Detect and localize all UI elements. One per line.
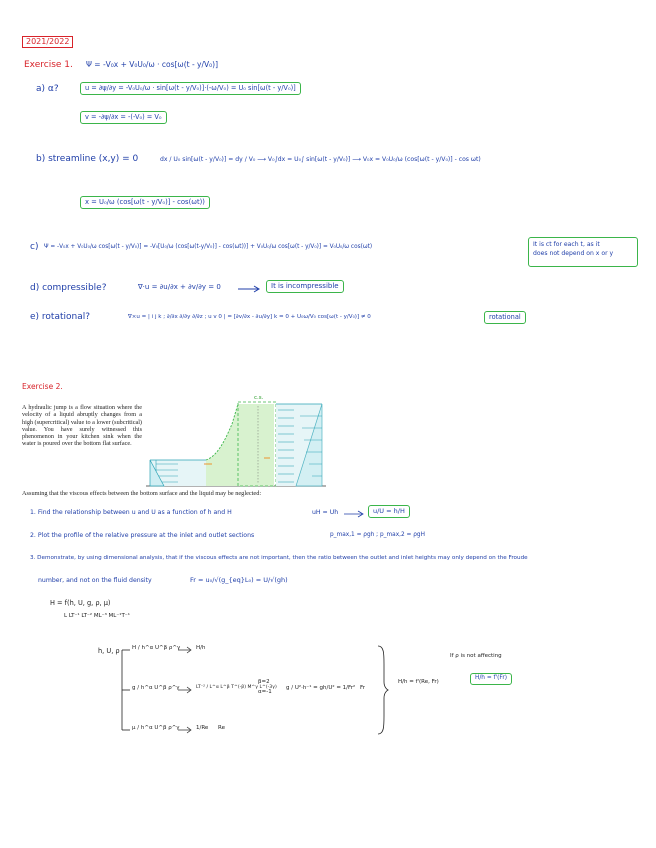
streamline-result: x = U₀/ω (cos[ω(t - y/V₀)] - cos(ωt)) xyxy=(80,196,210,209)
hydraulic-jump-figure xyxy=(146,395,326,490)
group-brace xyxy=(376,644,390,736)
question-1-work: uH = Uh xyxy=(312,509,339,516)
part-c-note-line1: It is ct for each t, as it xyxy=(533,241,600,248)
pi-2-froude: Fr xyxy=(360,685,366,691)
part-c-note-line2: does not depend on x or y xyxy=(533,250,614,257)
control-surface-label: c.s. xyxy=(254,395,264,401)
pi-3-expression: μ / h^α U^β ρ^γ xyxy=(132,725,180,731)
assumption-text: Assuming that the viscous effects between the bottom surface and the liquid may be neglected: xyxy=(22,490,262,497)
part-a-u-equation: u = ∂ψ/∂y = -V₀U₀/ω · sin[ω(t - y/V₀)]·(-ω/V₀) = U₀ sin[ω(t - y/V₀)] xyxy=(80,82,301,95)
part-a-v-equation: v = -∂ψ/∂x = -(-V₀) = V₀ xyxy=(80,111,167,124)
question-3-line2: number, and not on the fluid density xyxy=(38,577,152,584)
part-e-equation: ∇×u = | i j k ; ∂/∂x ∂/∂y ∂/∂z ; u v 0 | = [∂v/∂x - ∂u/∂y] k = 0 + U₀ω/V₀ cos[ω(t - y/V₀)] ≠ 0 xyxy=(128,314,371,320)
part-c-label: c) xyxy=(30,242,39,252)
pi-2-alpha: α=-1 xyxy=(258,689,272,695)
part-c-note-box xyxy=(528,237,638,267)
year-tag: 2021/2022 xyxy=(22,36,73,48)
question-1-answer: u/U = h/H xyxy=(368,505,410,518)
part-e-result: rotational xyxy=(484,311,526,324)
dimension-function: H = f(h, U, g, ρ, μ) xyxy=(50,599,111,607)
repeating-variables: h, U, ρ xyxy=(98,647,120,655)
pi-groups-bracket xyxy=(116,644,132,734)
part-d-label: d) compressible? xyxy=(30,283,107,293)
pi-2-expression: g / h^α U^β ρ^γ xyxy=(132,685,180,691)
pi-2-beta: β=2 xyxy=(258,679,270,685)
stream-function: Ψ = -V₀x + V₀U₀/ω · cos[ω(t - y/V₀)] xyxy=(86,60,219,69)
part-d-arrow-icon xyxy=(238,286,262,292)
part-d-result: It is incompressible xyxy=(266,280,344,293)
pi-1-result: H/h xyxy=(196,645,206,651)
exercise-1-title: Exercise 1. xyxy=(24,60,73,70)
dimension-units: L LT⁻¹ LT⁻² ML⁻³ ML⁻¹T⁻¹ xyxy=(64,613,130,619)
pi-3-result: 1/Re xyxy=(196,725,209,731)
part-c-equation: Ψ = -V₀x + V₀U₀/ω cos[ω(t - y/V₀)] = -V₀[U₀/ω (cos[ω(t-y/V₀)] - cos(ωt))] + V₀U₀/ω cos[ω(t - y/V₀)] = V₀U₀/ω cos(ωt) xyxy=(44,244,373,250)
part-b-equation: dx / U₀ sin[ω(t - y/V₀)] = dy / V₀ ⟶ V₀∫dx = U₀∫ sin[ω(t - y/V₀)] ⟶ V₀x = V₀U₀/ω (cos[ω(t - y/V₀)] - cos ωt) xyxy=(160,156,481,163)
exercise-2-title: Exercise 2. xyxy=(22,382,63,391)
pi-2-result: g / U²·h⁻¹ = gh/U² = 1/Fr² xyxy=(286,685,356,691)
pi-3-arrow-icon xyxy=(178,727,194,733)
pi-1-arrow-icon xyxy=(178,647,194,653)
final-note: If ρ is not affecting xyxy=(450,653,502,659)
question-3-line1: 3. Demonstrate, by using dimensional analysis, that if the viscous effects are not important, then the ratio between the outlet and inlet heights may only depend on the Froude xyxy=(30,555,528,561)
pi-2-dimensions: LT⁻² / L^α L^β T^(-β) M^γ L^(-3γ) xyxy=(196,685,277,690)
question-2: 2. Plot the profile of the relative pressure at the inlet and outlet sections xyxy=(30,532,255,539)
froude-definition: Fr = u₀/√(g_{eq}L₀) = U/√(gh) xyxy=(190,576,288,584)
question-1: 1. Find the relationship between u and U as a function of h and H xyxy=(30,509,232,516)
pi-1-expression: H / h^α U^β ρ^γ xyxy=(132,645,181,651)
final-answer: H/h = f'(Fr) xyxy=(470,673,512,685)
part-d-equation: ∇·u = ∂u/∂x + ∂v/∂y = 0 xyxy=(138,283,221,291)
pi-3-reynolds: Re xyxy=(218,725,225,731)
part-a-label: a) α? xyxy=(36,84,59,94)
final-general-relation: H/h = f'(Re, Fr) xyxy=(398,679,439,685)
exercise-2-paragraph: A hydraulic jump is a flow situation where the velocity of a liquid abruptly changes from a high (supercritical) value to a lower (subcritical) value. You have surely witnessed this phenomenon in your kitchen sink when the water is poured over the bottom flat surface. xyxy=(22,404,142,448)
part-b-label: b) streamline (x,y) = 0 xyxy=(36,154,139,164)
question-1-arrow-icon xyxy=(344,511,366,517)
part-e-label: e) rotational? xyxy=(30,312,90,322)
pi-2-arrow-icon xyxy=(178,687,194,693)
question-2-answer: p_max,1 = ρgh ; p_max,2 = ρgH xyxy=(330,532,425,538)
